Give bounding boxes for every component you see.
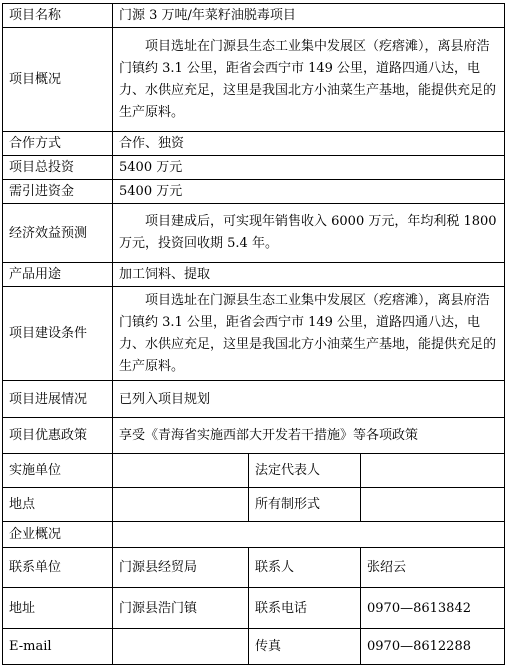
construction-conditions-label: 项目建设条件	[3, 287, 113, 381]
address-label: 地址	[3, 588, 113, 629]
row-preferential-policy	[3, 418, 505, 454]
email-value	[113, 629, 249, 665]
row-contact-unit	[3, 548, 505, 588]
product-use-value: 加工饲料、提取	[113, 263, 505, 287]
progress-value: 已列入项目规划	[113, 381, 505, 418]
enterprise-overview-value	[113, 522, 505, 548]
product-use-label: 产品用途	[3, 263, 113, 287]
ownership-form-value	[361, 488, 505, 522]
required-investment-value: 5400 万元	[113, 180, 505, 204]
cooperation-value: 合作、独资	[113, 132, 505, 156]
enterprise-overview-label: 企业概况	[3, 522, 113, 548]
contact-person-label: 联系人	[249, 548, 361, 588]
overview-value: 项目选址在门源县生态工业集中发展区（疙瘩滩），离县府浩门镇约 3.1 公里，距省会西宁市 149 公里，道路四通八达，电力、水供应充足，这里是我国北方小油菜生产基地，能提供充足的生产原料。	[113, 28, 505, 132]
contact-unit-label: 联系单位	[3, 548, 113, 588]
row-required-investment	[3, 180, 505, 204]
address-value: 门源县浩门镇	[113, 588, 249, 629]
row-address	[3, 588, 505, 629]
row-location	[3, 488, 505, 522]
row-enterprise-overview	[3, 522, 505, 548]
fax-label: 传真	[249, 629, 361, 665]
row-cooperation	[3, 132, 505, 156]
row-product-use	[3, 263, 505, 287]
project-name-label: 项目名称	[3, 4, 113, 28]
legal-representative-label: 法定代表人	[249, 454, 361, 488]
overview-label: 项目概况	[3, 28, 113, 132]
total-investment-label: 项目总投资	[3, 156, 113, 180]
ownership-form-label: 所有制形式	[249, 488, 361, 522]
contact-phone-value: 0970—8613842	[361, 588, 505, 629]
preferential-policy-label: 项目优惠政策	[3, 418, 113, 454]
email-label: E-mail	[3, 629, 113, 665]
contact-person-value: 张绍云	[361, 548, 505, 588]
row-progress	[3, 381, 505, 418]
row-implementing-unit	[3, 454, 505, 488]
location-label: 地点	[3, 488, 113, 522]
fax-value: 0970—8612288	[361, 629, 505, 665]
implementing-unit-value	[113, 454, 249, 488]
row-total-investment	[3, 156, 505, 180]
benefit-forecast-label: 经济效益预测	[3, 204, 113, 263]
legal-representative-value	[361, 454, 505, 488]
location-value	[113, 488, 249, 522]
row-email	[3, 629, 505, 665]
project-info-table	[2, 3, 505, 665]
contact-unit-value: 门源县经贸局	[113, 548, 249, 588]
contact-phone-label: 联系电话	[249, 588, 361, 629]
row-overview	[3, 28, 505, 132]
row-benefit-forecast	[3, 204, 505, 263]
preferential-policy-value: 享受《青海省实施西部大开发若干措施》等各项政策	[113, 418, 505, 454]
row-construction-conditions	[3, 287, 505, 381]
cooperation-label: 合作方式	[3, 132, 113, 156]
row-project-name	[3, 4, 505, 28]
construction-conditions-value: 项目选址在门源县生态工业集中发展区（疙瘩滩），离县府浩门镇约 3.1 公里，距省会西宁市 149 公里，道路四通八达，电力、水供应充足，这里是我国北方小油菜生产基地，能提供充足的生产原料。	[113, 287, 505, 381]
project-name-value: 门源 3 万吨/年菜籽油脱毒项目	[113, 4, 505, 28]
benefit-forecast-value: 项目建成后，可实现年销售收入 6000 万元，年均利税 1800 万元，投资回收期 5.4 年。	[113, 204, 505, 263]
progress-label: 项目进展情况	[3, 381, 113, 418]
total-investment-value: 5400 万元	[113, 156, 505, 180]
implementing-unit-label: 实施单位	[3, 454, 113, 488]
required-investment-label: 需引进资金	[3, 180, 113, 204]
